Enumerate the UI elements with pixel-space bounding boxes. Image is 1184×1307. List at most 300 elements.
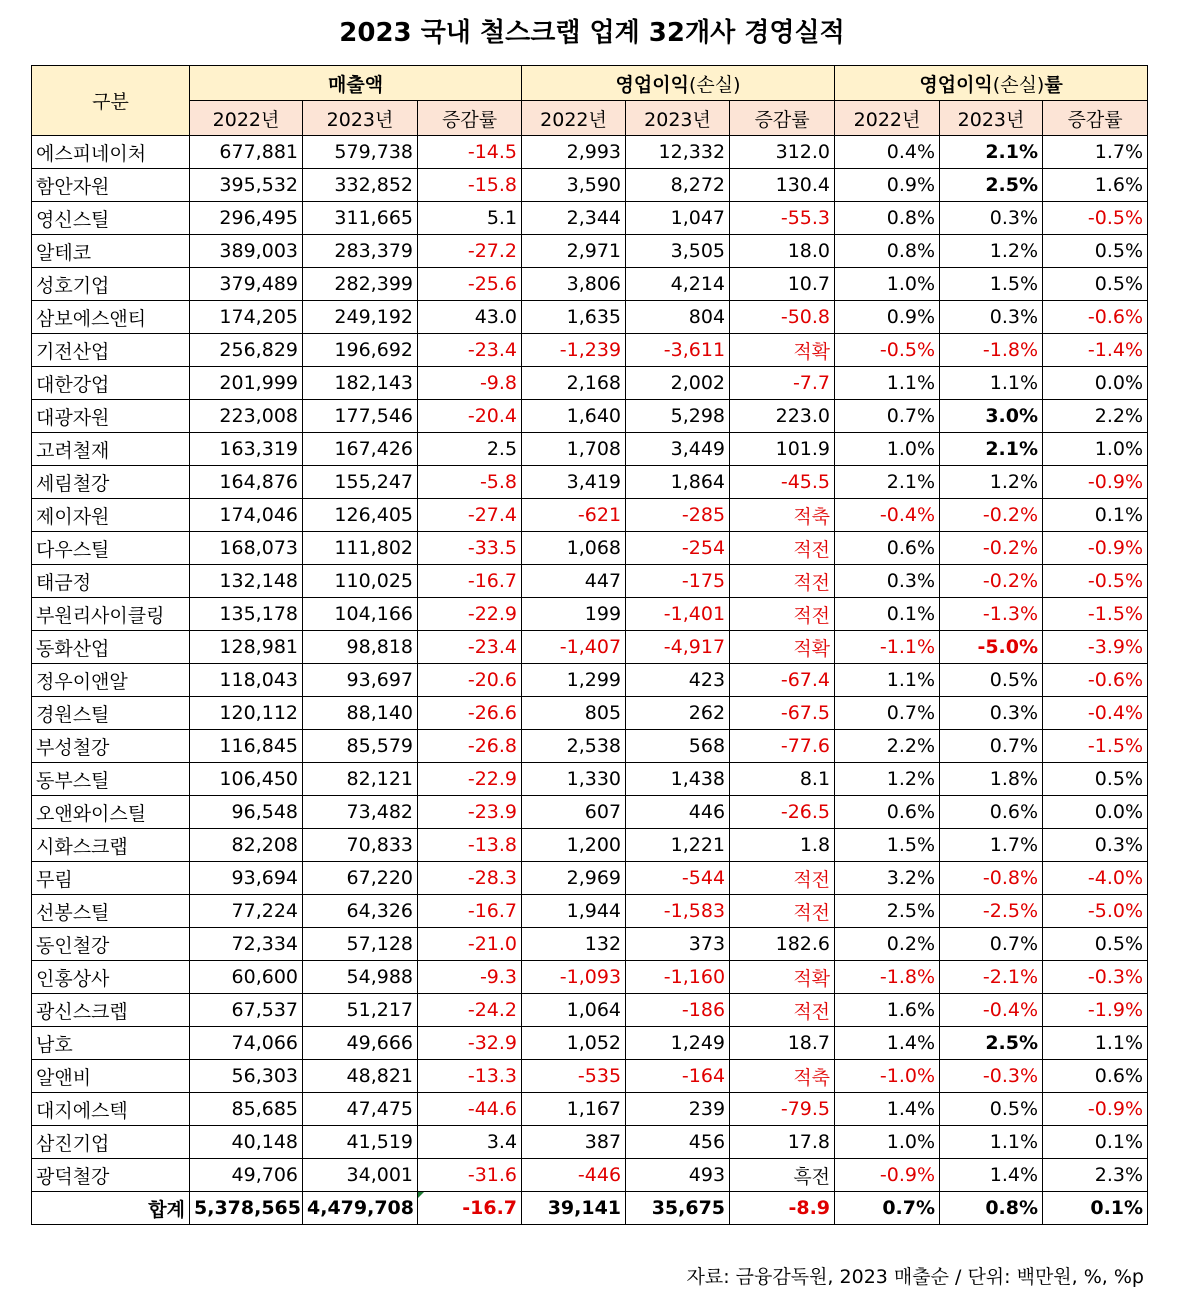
table-cell: -0.2% xyxy=(940,499,1043,532)
table-cell: 2.2% xyxy=(835,730,940,763)
table-row xyxy=(32,202,1148,235)
table-cell: -1,093 xyxy=(522,961,626,994)
table-cell: 2.1% xyxy=(835,466,940,499)
table-cell: 0.8% xyxy=(835,235,940,268)
table-cell: 167,426 xyxy=(303,433,418,466)
header-operating-margin: 영업이익(손실)률 xyxy=(835,66,1148,101)
table-cell: -77.6 xyxy=(730,730,835,763)
company-name: 알앤비 xyxy=(32,1060,190,1093)
company-name: 기전산업 xyxy=(32,334,190,367)
table-cell: 41,519 xyxy=(303,1126,418,1159)
table-cell: 379,489 xyxy=(190,268,303,301)
table-cell: 155,247 xyxy=(303,466,418,499)
table-cell: 12,332 xyxy=(626,136,730,169)
table-cell: -26.5 xyxy=(730,796,835,829)
table-cell: 2.5% xyxy=(940,169,1043,202)
table-cell: 93,694 xyxy=(190,862,303,895)
table-cell: 0.8% xyxy=(835,202,940,235)
table-cell: 1.2% xyxy=(835,763,940,796)
table-cell: 3.0% xyxy=(940,400,1043,433)
table-row xyxy=(32,763,1148,796)
total-cell: 0.1% xyxy=(1043,1192,1148,1225)
table-cell: 57,128 xyxy=(303,928,418,961)
table-cell: 적확 xyxy=(730,334,835,367)
table-cell: 3.4 xyxy=(418,1126,522,1159)
total-cell: 39,141 xyxy=(522,1192,626,1225)
company-name: 동인철강 xyxy=(32,928,190,961)
table-cell: 67,220 xyxy=(303,862,418,895)
table-cell: 적확 xyxy=(730,961,835,994)
table-cell: 1.8% xyxy=(940,763,1043,796)
table-row xyxy=(32,895,1148,928)
table-cell: -27.4 xyxy=(418,499,522,532)
table-cell: -1,239 xyxy=(522,334,626,367)
table-cell: 70,833 xyxy=(303,829,418,862)
table-cell: 10.7 xyxy=(730,268,835,301)
table-cell: -4.0% xyxy=(1043,862,1148,895)
table-cell: 1.6% xyxy=(1043,169,1148,202)
table-cell: -0.9% xyxy=(1043,466,1148,499)
table-cell: 72,334 xyxy=(190,928,303,961)
subheader-cell: 2023년 xyxy=(303,101,418,136)
table-cell: 0.5% xyxy=(1043,235,1148,268)
table-cell: 0.6% xyxy=(835,796,940,829)
table-cell: 0.6% xyxy=(940,796,1043,829)
table-cell: -535 xyxy=(522,1060,626,1093)
table-cell: -9.8 xyxy=(418,367,522,400)
table-cell: 0.3% xyxy=(940,202,1043,235)
table-cell: -44.6 xyxy=(418,1093,522,1126)
table-cell: 126,405 xyxy=(303,499,418,532)
table-cell: 1.0% xyxy=(1043,433,1148,466)
table-cell: 110,025 xyxy=(303,565,418,598)
table-cell: 199 xyxy=(522,598,626,631)
table-cell: 적축 xyxy=(730,1060,835,1093)
table-cell: 1.0% xyxy=(835,268,940,301)
source-note: 자료: 금융감독원, 2023 매출순 / 단위: 백만원, %, %p xyxy=(686,1266,1144,1288)
table-cell: 446 xyxy=(626,796,730,829)
table-cell: 8,272 xyxy=(626,169,730,202)
table-cell: 1,249 xyxy=(626,1027,730,1060)
total-cell: 5,378,565 xyxy=(190,1192,303,1225)
table-cell: -621 xyxy=(522,499,626,532)
table-cell: 130.4 xyxy=(730,169,835,202)
table-cell: 1,944 xyxy=(522,895,626,928)
company-name: 제이자원 xyxy=(32,499,190,532)
table-cell: 2,993 xyxy=(522,136,626,169)
table-cell: 106,450 xyxy=(190,763,303,796)
table-row xyxy=(32,400,1148,433)
table-cell: 0.1% xyxy=(1043,499,1148,532)
table-cell: 163,319 xyxy=(190,433,303,466)
table-cell: 296,495 xyxy=(190,202,303,235)
table-cell: 0.5% xyxy=(940,664,1043,697)
table-cell: -0.9% xyxy=(835,1159,940,1192)
table-cell: -2.1% xyxy=(940,961,1043,994)
table-cell: -21.0 xyxy=(418,928,522,961)
table-row xyxy=(32,829,1148,862)
table-cell: 8.1 xyxy=(730,763,835,796)
table-cell: -13.8 xyxy=(418,829,522,862)
table-cell: 0.0% xyxy=(1043,367,1148,400)
header-sales: 매출액 xyxy=(190,66,522,101)
table-cell: 2,168 xyxy=(522,367,626,400)
table-cell: -13.3 xyxy=(418,1060,522,1093)
table-cell: 174,205 xyxy=(190,301,303,334)
table-row xyxy=(32,697,1148,730)
table-cell: -164 xyxy=(626,1060,730,1093)
table-cell: -23.9 xyxy=(418,796,522,829)
table-cell: -31.6 xyxy=(418,1159,522,1192)
table-cell: 389,003 xyxy=(190,235,303,268)
table-cell: 96,548 xyxy=(190,796,303,829)
table-cell: -175 xyxy=(626,565,730,598)
table-cell: 2,969 xyxy=(522,862,626,895)
table-cell: 73,482 xyxy=(303,796,418,829)
table-cell: 적축 xyxy=(730,499,835,532)
table-cell: 1,299 xyxy=(522,664,626,697)
table-cell: 74,066 xyxy=(190,1027,303,1060)
table-cell: 0.3% xyxy=(940,301,1043,334)
table-cell: 332,852 xyxy=(303,169,418,202)
table-row xyxy=(32,1093,1148,1126)
table-cell: 2,002 xyxy=(626,367,730,400)
table-cell: 1.5% xyxy=(835,829,940,862)
table-cell: 98,818 xyxy=(303,631,418,664)
table-cell: -79.5 xyxy=(730,1093,835,1126)
table-cell: 18.0 xyxy=(730,235,835,268)
company-name: 동화산업 xyxy=(32,631,190,664)
table-cell: 1,635 xyxy=(522,301,626,334)
table-cell: 177,546 xyxy=(303,400,418,433)
table-row xyxy=(32,301,1148,334)
table-cell: -67.5 xyxy=(730,697,835,730)
table-cell: 312.0 xyxy=(730,136,835,169)
subheader-cell: 2023년 xyxy=(940,101,1043,136)
subheader-cell: 증감률 xyxy=(730,101,835,136)
header-operating-profit: 영업이익(손실) xyxy=(522,66,835,101)
table-cell: 적전 xyxy=(730,598,835,631)
table-cell: 2.5 xyxy=(418,433,522,466)
table-row xyxy=(32,1060,1148,1093)
table-cell: -1.3% xyxy=(940,598,1043,631)
total-cell: 0.8% xyxy=(940,1192,1043,1225)
table-cell: 51,217 xyxy=(303,994,418,1027)
table-cell: -1.1% xyxy=(835,631,940,664)
table-row xyxy=(32,862,1148,895)
company-name: 함안자원 xyxy=(32,169,190,202)
table-cell: 1,438 xyxy=(626,763,730,796)
table-cell: 164,876 xyxy=(190,466,303,499)
table-cell: 60,600 xyxy=(190,961,303,994)
table-cell: -0.3% xyxy=(1043,961,1148,994)
table-row xyxy=(32,433,1148,466)
table-cell: 47,475 xyxy=(303,1093,418,1126)
table-cell: 223.0 xyxy=(730,400,835,433)
company-name: 인홍상사 xyxy=(32,961,190,994)
table-row xyxy=(32,730,1148,763)
table-cell: 1.4% xyxy=(940,1159,1043,1192)
subheader-cell: 증감률 xyxy=(1043,101,1148,136)
table-cell: 2.1% xyxy=(940,136,1043,169)
table-cell: -55.3 xyxy=(730,202,835,235)
table-cell: 1.6% xyxy=(835,994,940,1027)
table-row xyxy=(32,631,1148,664)
table-cell: -254 xyxy=(626,532,730,565)
table-cell: 456 xyxy=(626,1126,730,1159)
table-cell: 3,449 xyxy=(626,433,730,466)
table-cell: 적전 xyxy=(730,862,835,895)
table-cell: 447 xyxy=(522,565,626,598)
table-cell: 0.7% xyxy=(835,697,940,730)
table-row xyxy=(32,565,1148,598)
total-cell: 35,675 xyxy=(626,1192,730,1225)
table-cell: 423 xyxy=(626,664,730,697)
table-cell: -4,917 xyxy=(626,631,730,664)
table-cell: -26.6 xyxy=(418,697,522,730)
table-cell: 4,214 xyxy=(626,268,730,301)
table-cell: -23.4 xyxy=(418,334,522,367)
table-row xyxy=(32,235,1148,268)
table-cell: 135,178 xyxy=(190,598,303,631)
company-name: 광신스크렙 xyxy=(32,994,190,1027)
table-cell: 0.3% xyxy=(1043,829,1148,862)
table-cell: 0.6% xyxy=(1043,1060,1148,1093)
table-cell: -285 xyxy=(626,499,730,532)
table-cell: -1.9% xyxy=(1043,994,1148,1027)
table-cell: 1,047 xyxy=(626,202,730,235)
table-cell: 3,505 xyxy=(626,235,730,268)
table-cell: -32.9 xyxy=(418,1027,522,1060)
table-row xyxy=(32,1159,1148,1192)
table-cell: 174,046 xyxy=(190,499,303,532)
company-name: 태금정 xyxy=(32,565,190,598)
table-cell: -0.2% xyxy=(940,565,1043,598)
table-cell: 3,806 xyxy=(522,268,626,301)
table-cell: 2.5% xyxy=(940,1027,1043,1060)
table-cell: 0.5% xyxy=(1043,763,1148,796)
table-cell: -5.0% xyxy=(940,631,1043,664)
table-row xyxy=(32,994,1148,1027)
table-cell: 132,148 xyxy=(190,565,303,598)
table-cell: 17.8 xyxy=(730,1126,835,1159)
table-cell: 239 xyxy=(626,1093,730,1126)
table-cell: 387 xyxy=(522,1126,626,1159)
table-cell: -0.4% xyxy=(1043,697,1148,730)
table-cell: 93,697 xyxy=(303,664,418,697)
table-cell: 2.1% xyxy=(940,433,1043,466)
table-cell: 1.7% xyxy=(1043,136,1148,169)
table-cell: 1,640 xyxy=(522,400,626,433)
table-cell: 적전 xyxy=(730,895,835,928)
table-cell: -23.4 xyxy=(418,631,522,664)
table-cell: -0.3% xyxy=(940,1060,1043,1093)
table-cell: 0.1% xyxy=(1043,1126,1148,1159)
page-title: 2023 국내 철스크랩 업계 32개사 경영실적 xyxy=(339,18,845,48)
table-cell: 1.2% xyxy=(940,235,1043,268)
table-cell: -67.4 xyxy=(730,664,835,697)
table-cell: -0.5% xyxy=(1043,202,1148,235)
table-cell: -14.5 xyxy=(418,136,522,169)
table-cell: -3,611 xyxy=(626,334,730,367)
table-cell: -1.4% xyxy=(1043,334,1148,367)
table-cell: -446 xyxy=(522,1159,626,1192)
subheader-cell: 2022년 xyxy=(190,101,303,136)
table-cell: 1,221 xyxy=(626,829,730,862)
table-cell: -0.8% xyxy=(940,862,1043,895)
table-cell: 2,971 xyxy=(522,235,626,268)
table-cell: 1,052 xyxy=(522,1027,626,1060)
table-row xyxy=(32,664,1148,697)
table-cell: 1,064 xyxy=(522,994,626,1027)
table-cell: 적전 xyxy=(730,532,835,565)
table-cell: -20.4 xyxy=(418,400,522,433)
table-cell: 67,537 xyxy=(190,994,303,1027)
table-cell: -0.9% xyxy=(1043,532,1148,565)
table-cell: -7.7 xyxy=(730,367,835,400)
table-cell: 282,399 xyxy=(303,268,418,301)
table-row xyxy=(32,1027,1148,1060)
table-cell: -186 xyxy=(626,994,730,1027)
table-cell: 262 xyxy=(626,697,730,730)
table-cell: -45.5 xyxy=(730,466,835,499)
table-row xyxy=(32,367,1148,400)
company-name: 영신스틸 xyxy=(32,202,190,235)
company-name: 광덕철강 xyxy=(32,1159,190,1192)
table-cell: 5,298 xyxy=(626,400,730,433)
table-cell: -20.6 xyxy=(418,664,522,697)
table-row xyxy=(32,532,1148,565)
table-cell: 0.7% xyxy=(940,928,1043,961)
table-cell: 0.6% xyxy=(835,532,940,565)
company-name: 부원리사이클링 xyxy=(32,598,190,631)
table-cell: 256,829 xyxy=(190,334,303,367)
table-cell: 1,200 xyxy=(522,829,626,862)
subheader-cell: 2022년 xyxy=(835,101,940,136)
table-cell: -1,583 xyxy=(626,895,730,928)
table-cell: 적전 xyxy=(730,994,835,1027)
table-cell: 적전 xyxy=(730,565,835,598)
table-cell: 373 xyxy=(626,928,730,961)
company-name: 시화스크랩 xyxy=(32,829,190,862)
table-row xyxy=(32,169,1148,202)
total-cell: -16.7 xyxy=(418,1192,522,1225)
table-cell: -2.5% xyxy=(940,895,1043,928)
company-name: 선봉스틸 xyxy=(32,895,190,928)
table-cell: 3.2% xyxy=(835,862,940,895)
table-cell: 132 xyxy=(522,928,626,961)
company-name: 에스피네이처 xyxy=(32,136,190,169)
table-cell: 0.4% xyxy=(835,136,940,169)
table-row xyxy=(32,499,1148,532)
table-cell: -0.4% xyxy=(940,994,1043,1027)
table-cell: 1.8 xyxy=(730,829,835,862)
table-cell: 579,738 xyxy=(303,136,418,169)
company-name: 오앤와이스틸 xyxy=(32,796,190,829)
table-cell: 0.9% xyxy=(835,301,940,334)
total-cell: -8.9 xyxy=(730,1192,835,1225)
table-cell: 805 xyxy=(522,697,626,730)
company-name: 동부스틸 xyxy=(32,763,190,796)
table-cell: 77,224 xyxy=(190,895,303,928)
table-cell: 804 xyxy=(626,301,730,334)
company-name: 남호 xyxy=(32,1027,190,1060)
table-cell: 1,330 xyxy=(522,763,626,796)
table-cell: 49,666 xyxy=(303,1027,418,1060)
table-cell: 223,008 xyxy=(190,400,303,433)
table-cell: -28.3 xyxy=(418,862,522,895)
table-cell: -9.3 xyxy=(418,961,522,994)
company-name: 대지에스텍 xyxy=(32,1093,190,1126)
company-name: 대한강업 xyxy=(32,367,190,400)
table-cell: 182.6 xyxy=(730,928,835,961)
table-cell: 249,192 xyxy=(303,301,418,334)
table-cell: 82,208 xyxy=(190,829,303,862)
table-cell: -1.5% xyxy=(1043,730,1148,763)
table-cell: -16.7 xyxy=(418,895,522,928)
table-cell: -1.8% xyxy=(940,334,1043,367)
company-name: 알테코 xyxy=(32,235,190,268)
table-cell: 5.1 xyxy=(418,202,522,235)
table-cell: -544 xyxy=(626,862,730,895)
table-cell: 2.2% xyxy=(1043,400,1148,433)
table-cell: 82,121 xyxy=(303,763,418,796)
table-cell: 1.1% xyxy=(835,664,940,697)
company-name: 대광자원 xyxy=(32,400,190,433)
table-cell: 104,166 xyxy=(303,598,418,631)
table-cell: 0.7% xyxy=(835,400,940,433)
table-cell: 0.1% xyxy=(835,598,940,631)
table-cell: 흑전 xyxy=(730,1159,835,1192)
table-cell: 677,881 xyxy=(190,136,303,169)
table-cell: -0.5% xyxy=(1043,565,1148,598)
table-row xyxy=(32,928,1148,961)
table-cell: 3,590 xyxy=(522,169,626,202)
table-cell: -1.5% xyxy=(1043,598,1148,631)
table-cell: 1,708 xyxy=(522,433,626,466)
table-cell: -15.8 xyxy=(418,169,522,202)
table-cell: 0.5% xyxy=(1043,928,1148,961)
table-row xyxy=(32,466,1148,499)
table-cell: 1.0% xyxy=(835,433,940,466)
table-cell: 34,001 xyxy=(303,1159,418,1192)
table-cell: -0.9% xyxy=(1043,1093,1148,1126)
table-cell: 88,140 xyxy=(303,697,418,730)
table-cell: -1.0% xyxy=(835,1060,940,1093)
company-name: 다우스틸 xyxy=(32,532,190,565)
table-cell: 0.0% xyxy=(1043,796,1148,829)
table-cell: -0.4% xyxy=(835,499,940,532)
company-name: 고려철재 xyxy=(32,433,190,466)
table-cell: 1.2% xyxy=(940,466,1043,499)
table-cell: 85,685 xyxy=(190,1093,303,1126)
table-cell: 1.0% xyxy=(835,1126,940,1159)
table-cell: -5.8 xyxy=(418,466,522,499)
table-cell: 2,344 xyxy=(522,202,626,235)
table-cell: 1.5% xyxy=(940,268,1043,301)
table-cell: 1.1% xyxy=(940,367,1043,400)
table-cell: -0.6% xyxy=(1043,301,1148,334)
subheader-cell: 증감률 xyxy=(418,101,522,136)
table-cell: -22.9 xyxy=(418,598,522,631)
company-name: 부성철강 xyxy=(32,730,190,763)
table-cell: 2.5% xyxy=(835,895,940,928)
table-cell: -25.6 xyxy=(418,268,522,301)
table-cell: 1,864 xyxy=(626,466,730,499)
table-cell: 568 xyxy=(626,730,730,763)
table-cell: -0.6% xyxy=(1043,664,1148,697)
table-cell: 54,988 xyxy=(303,961,418,994)
